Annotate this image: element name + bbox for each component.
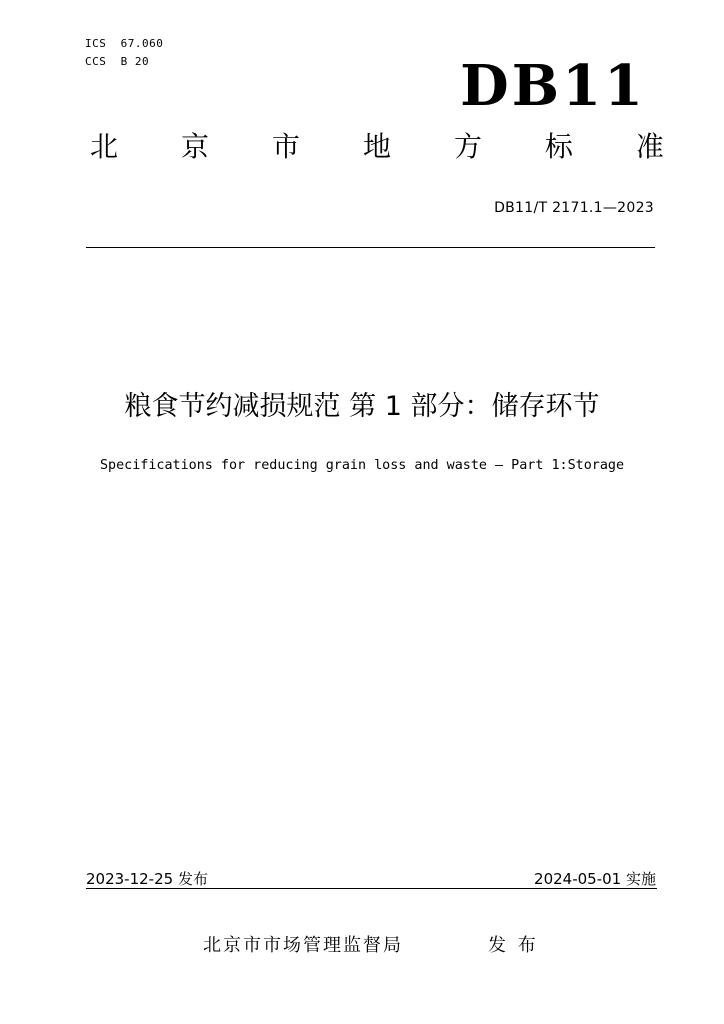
standard-type xyxy=(90,132,664,163)
standard-type-char: 标 xyxy=(544,130,573,163)
issuing-authority: 北京市市场管理监督局 xyxy=(203,935,403,956)
db-logo: DB11 xyxy=(460,53,646,119)
standard-type-char: 方 xyxy=(453,130,482,163)
title-chinese: 粮食节约减损规范 第 1 部分：储存环节 xyxy=(124,391,600,422)
ccs-code: CCS B 20 xyxy=(85,55,150,68)
standard-number: DB11/T 2171.1—2023 xyxy=(494,200,654,216)
footer-divider xyxy=(86,888,657,889)
standard-type-char: 市 xyxy=(271,130,300,163)
standard-type-char: 京 xyxy=(180,130,209,163)
ics-code: ICS 67.060 xyxy=(85,37,164,50)
standard-type-char: 地 xyxy=(362,130,391,163)
standard-type-char: 准 xyxy=(635,130,664,163)
header-divider xyxy=(86,247,655,248)
issue-action: 发 布 xyxy=(488,935,536,956)
issue-date: 2023-12-25 发布 xyxy=(86,870,208,888)
implementation-date: 2024-05-01 实施 xyxy=(534,870,656,888)
standard-type-char: 北 xyxy=(90,130,119,163)
title-english: Specifications for reducing grain loss and waste — Part 1:Storage xyxy=(99,458,625,473)
